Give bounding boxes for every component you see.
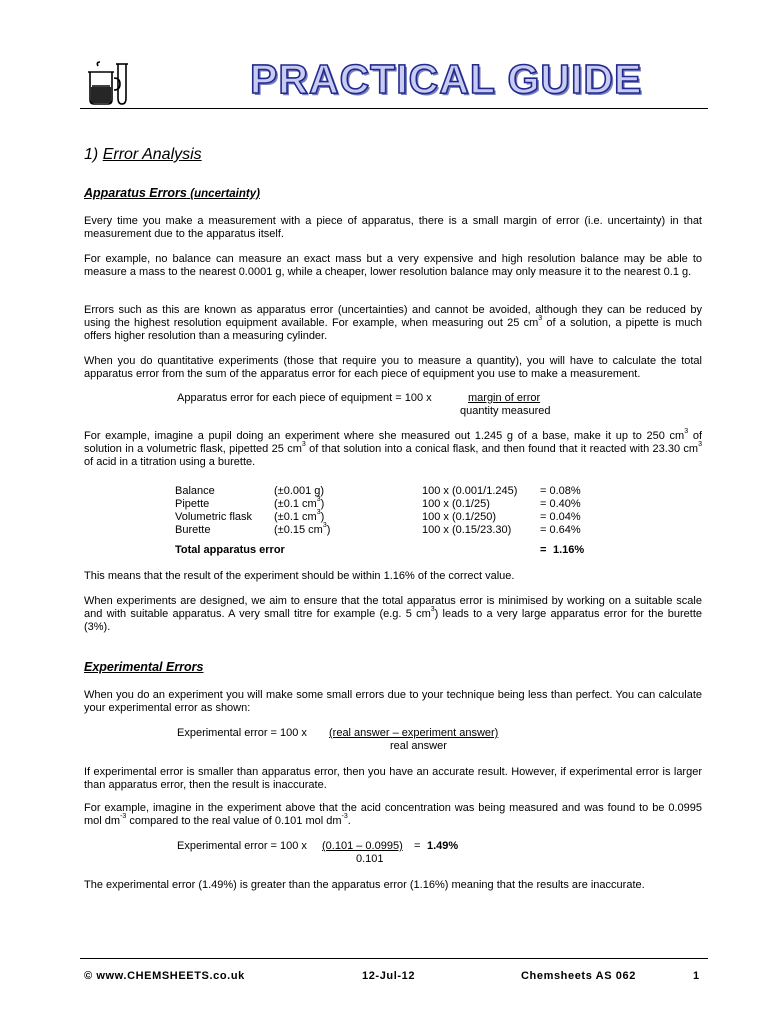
uncertainty-value: (±0.001 g): [274, 485, 325, 497]
experimental-paragraph-2: If experimental error is smaller than apparatus error, then you have an accurate result. However, if experimental error is larger than apparatus error, then the result is inaccurate.: [84, 766, 702, 791]
section-heading: [84, 146, 202, 164]
equipment-name: Balance: [175, 485, 215, 497]
apparatus-paragraph-5: [84, 430, 702, 469]
calculation: 100 x (0.15/23.30): [422, 524, 512, 536]
apparatus-heading-main: Apparatus Errors: [84, 186, 187, 200]
experimental-calc-denominator: 0.101: [356, 853, 384, 865]
lab-glassware-icon: [84, 60, 134, 106]
apparatus-p5-text-b: of solution in a volumetric flask, pipetted 25 cm: [84, 430, 702, 455]
calculation: 100 x (0.001/1.245): [422, 485, 518, 497]
superscript: 3: [301, 441, 306, 449]
equipment-name: Pipette: [175, 498, 210, 510]
apparatus-paragraph-7: [84, 595, 702, 634]
apparatus-p7-text-a: When experiments are designed, we aim to ensure that the total apparatus error is minimised by working on a suitable scale and with suitable apparatus. A very small titre for example (e.g. 5 cm: [84, 595, 702, 620]
total-value: 1.16%: [553, 544, 585, 556]
experimental-p3-text-b: compared to the real value of 0.101 mol dm: [126, 815, 342, 827]
total-equals: =: [540, 544, 547, 556]
apparatus-p3-text-b: of a solution, a pipette is much offers higher resolution than a measuring cylinder.: [84, 317, 702, 342]
apparatus-heading-sub: (uncertainty): [190, 188, 260, 200]
equipment-name: Burette: [175, 524, 211, 536]
apparatus-p5-text-a: For example, imagine a pupil doing an experiment where she measured out 1.245 g of a base, make it up to 250 cm: [84, 430, 685, 442]
footer-code: Chemsheets AS 062: [521, 970, 636, 982]
experimental-formula-label: Experimental error = 100 x: [177, 727, 307, 739]
apparatus-heading: [84, 186, 260, 200]
apparatus-p7-text-b: ) leads to a very large apparatus error for the burette (3%).: [84, 608, 702, 633]
total-label: Total apparatus error: [175, 544, 285, 556]
calculation: 100 x (0.1/250): [422, 511, 496, 523]
superscript: 3: [538, 315, 543, 323]
experimental-calc-equals: =: [414, 840, 421, 852]
apparatus-paragraph-1: Every time you make a measurement with a piece of apparatus, there is a small margin of error (i.e. uncertainty) in that measurement due to the apparatus itself.: [84, 215, 702, 240]
experimental-p3-text-c: .: [347, 815, 351, 827]
superscript: 3: [316, 496, 321, 504]
superscript: 3: [684, 428, 689, 436]
superscript: -3: [120, 813, 127, 821]
apparatus-p5-text-c: of that solution into a conical flask, and then found that it reacted with 23.30 cm: [305, 443, 699, 455]
section-title: Error Analysis: [102, 146, 202, 163]
uncertainty-value: (±0.1 cm: [274, 498, 317, 510]
apparatus-formula-numerator: margin of error: [468, 392, 541, 404]
footer-website: © www.CHEMSHEETS.co.uk: [84, 970, 245, 982]
uncertainty: [274, 511, 324, 524]
experimental-calc-label: Experimental error = 100 x: [177, 840, 307, 852]
experimental-formula-numerator: (real answer – experiment answer): [329, 727, 499, 739]
experimental-paragraph-4: The experimental error (1.49%) is greater than the apparatus error (1.16%) meaning that the results are inaccurate.: [84, 879, 645, 891]
experimental-paragraph-1: When you do an experiment you will make some small errors due to your technique being less than perfect. You can calculate your experimental error as shown:: [84, 689, 702, 714]
footer-rule: [80, 958, 708, 959]
apparatus-p3-text-a: Errors such as this are known as apparatus error (uncertainties) and cannot be avoided, although they can be reduced by using the highest resolution equipment available. For example, when measuring out 25 cm: [84, 304, 702, 329]
equipment-name: Volumetric flask: [175, 511, 253, 523]
experimental-calc-numerator: (0.101 – 0.0995): [322, 840, 403, 852]
experimental-calc-value: 1.49%: [427, 840, 459, 852]
apparatus-p5-text-d: of acid in a titration using a burette.: [84, 456, 256, 468]
calculation: 100 x (0.1/25): [422, 498, 490, 510]
superscript: 3: [316, 509, 321, 517]
page-title: PRACTICAL GUIDE: [250, 56, 643, 102]
apparatus-formula-denominator: quantity measured: [460, 405, 551, 417]
apparatus-paragraph-4: When you do quantitative experiments (those that require you to measure a quantity), you will have to calculate the total apparatus error from the sum of the apparatus error for each piece of equipment you use to make a measurement.: [84, 355, 702, 380]
superscript: 3: [430, 606, 435, 614]
apparatus-formula-label: Apparatus error for each piece of equipment = 100 x: [177, 392, 432, 404]
header-rule: [80, 108, 708, 109]
experimental-heading: Experimental Errors: [84, 660, 204, 674]
superscript: -3: [341, 813, 348, 821]
experimental-paragraph-3: [84, 802, 702, 828]
row-result: = 0.04%: [540, 511, 581, 523]
apparatus-paragraph-2: For example, no balance can measure an exact mass but a very expensive and high resolution balance may be able to measure a mass to the nearest 0.0001 g, while a cheaper, lower resolution balance may only measure it to the nearest 0.1 g.: [84, 253, 702, 278]
section-number: 1): [84, 146, 99, 163]
footer-date: 12-Jul-12: [362, 970, 416, 982]
apparatus-paragraph-6: This means that the result of the experiment should be within 1.16% of the correct value.: [84, 570, 515, 582]
row-result: = 0.40%: [540, 498, 581, 510]
page-number: 1: [693, 970, 700, 982]
uncertainty-value: (±0.15 cm: [274, 524, 323, 536]
superscript: 3: [322, 522, 327, 530]
uncertainty-close: ): [320, 511, 325, 523]
row-result: = 0.08%: [540, 485, 581, 497]
uncertainty-close: ): [326, 524, 331, 536]
apparatus-paragraph-3: [84, 304, 702, 343]
superscript: 3: [698, 441, 702, 449]
experimental-p3-text-a: For example, imagine in the experiment above that the acid concentration was being measured and was found to be 0.0995 mol dm: [84, 802, 702, 827]
row-result: = 0.64%: [540, 524, 581, 536]
uncertainty-value: (±0.1 cm: [274, 511, 317, 523]
uncertainty-close: ): [320, 498, 325, 510]
experimental-formula-denominator: real answer: [390, 740, 447, 752]
uncertainty: [274, 524, 330, 537]
